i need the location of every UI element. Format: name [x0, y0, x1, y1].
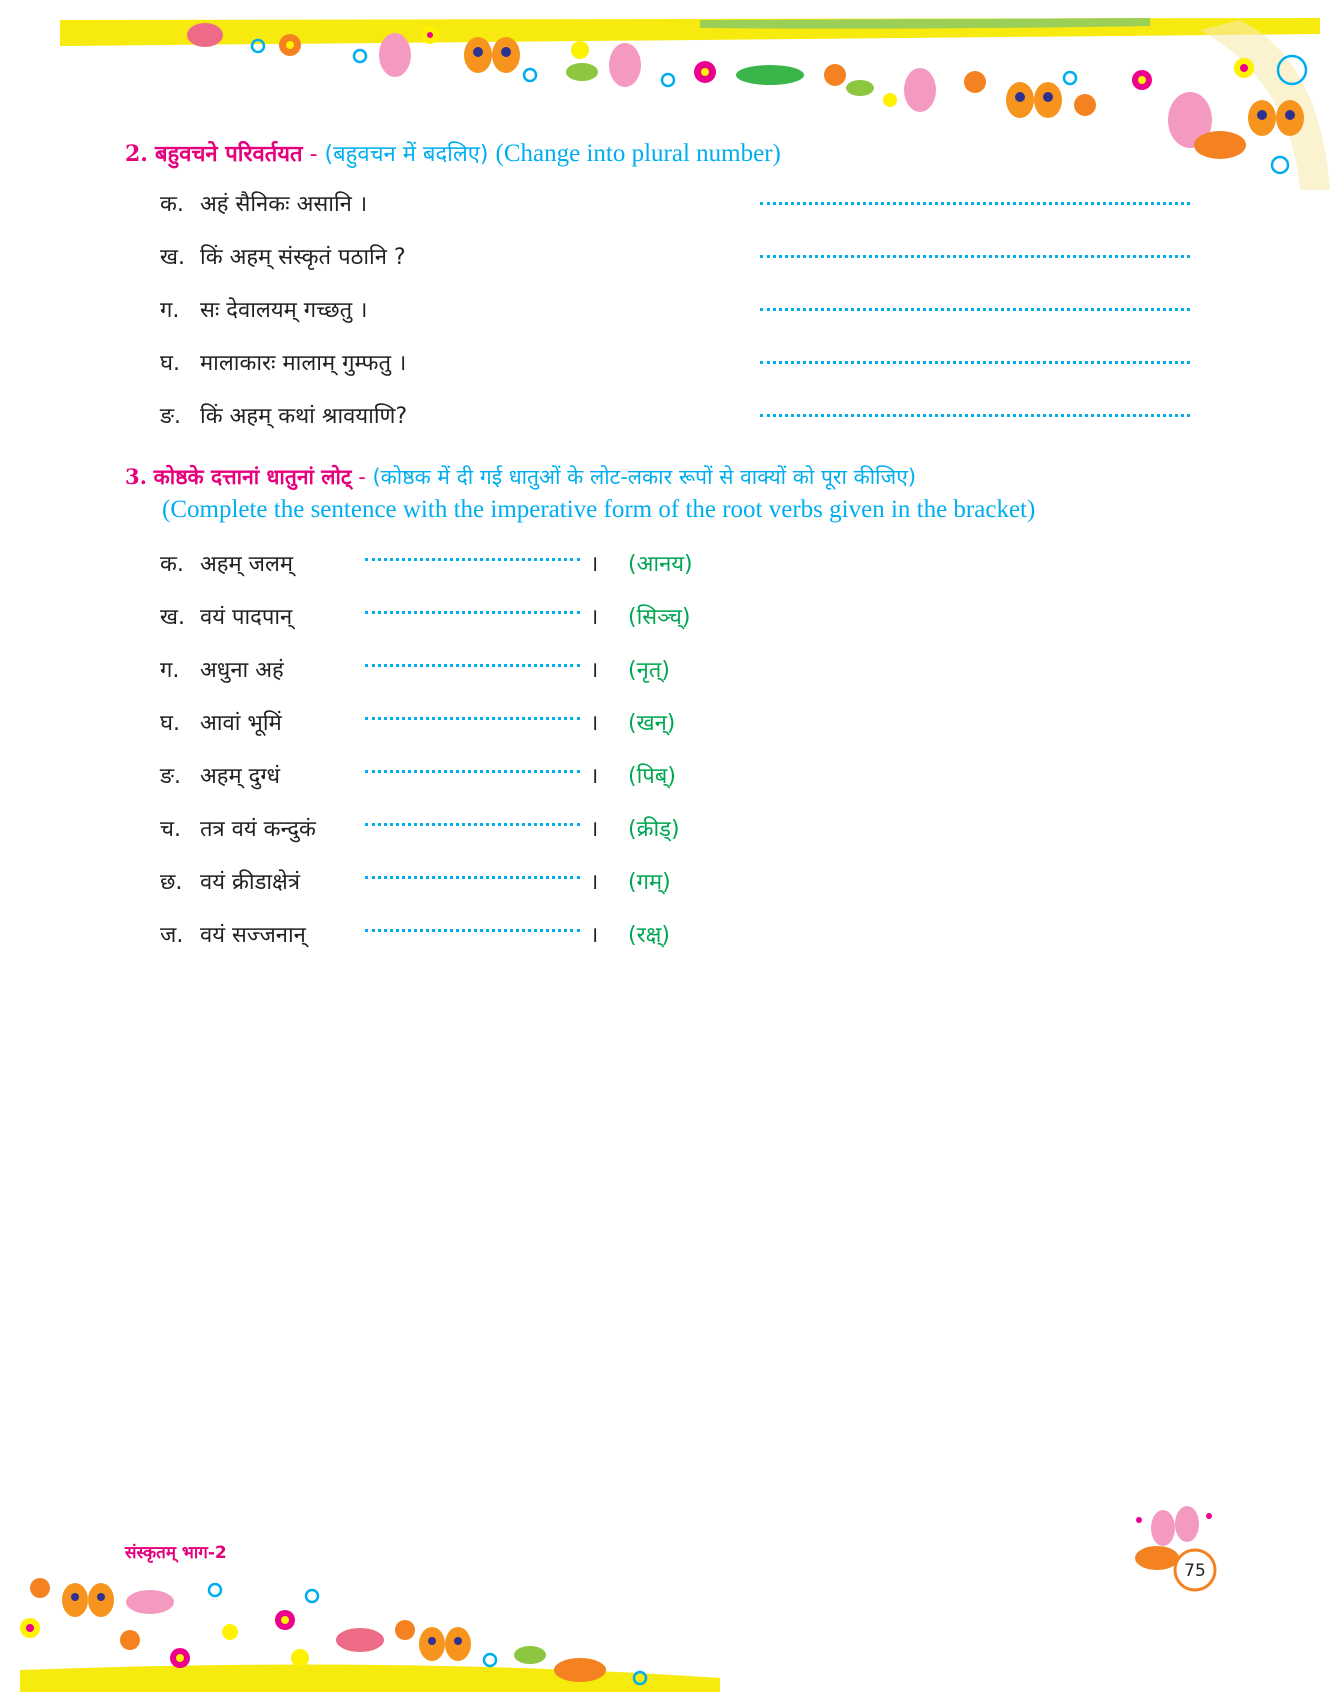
answer-blank[interactable] [365, 558, 580, 561]
item-label: छ. [160, 870, 183, 895]
item-label: घ. [160, 711, 180, 736]
danda: । [590, 711, 599, 736]
answer-blank[interactable] [365, 876, 580, 879]
item-label: ङ. [160, 404, 182, 429]
bottom-decorative-border [0, 1560, 1332, 1692]
q3-english-instruction: (Complete the sentence with the imperative form of the root verbs given in the bracket) [162, 496, 1036, 523]
item-label: घ. [160, 351, 180, 376]
danda: । [590, 923, 599, 948]
danda: । [590, 658, 599, 683]
item-sentence: वयं क्रीडाक्षेत्रं [200, 870, 300, 895]
item-label: ख. [160, 605, 185, 630]
butterfly-icon [464, 37, 520, 73]
answer-blank[interactable] [760, 255, 1190, 258]
danda: । [590, 552, 599, 577]
item-label: च. [160, 817, 181, 842]
item-sentence: सः देवालयम् गच्छतु । [200, 298, 368, 323]
q2-separator: - [309, 142, 318, 167]
butterfly-icon [1248, 100, 1304, 136]
q2-english-instruction: (Change into plural number) [495, 140, 781, 167]
danda: । [590, 870, 599, 895]
q2-title: बहुवचने परिवर्तयत [154, 142, 303, 167]
item-label: ख. [160, 245, 185, 270]
answer-blank[interactable] [760, 202, 1190, 205]
q2-hindi-instruction: (बहुवचन में बदलिए) [324, 142, 489, 167]
book-title: संस्कृतम् भाग-2 [125, 1543, 227, 1563]
item-label: क. [160, 552, 184, 577]
danda: । [590, 817, 599, 842]
butterfly-icon [419, 1627, 471, 1661]
top-decorative-border [0, 0, 1332, 200]
q3-number: 3. [125, 464, 147, 489]
item-sentence: वयं पादपान् [200, 605, 293, 630]
root-verb: (पिब्) [628, 764, 676, 789]
item-sentence: मालाकारः मालाम् गुम्फतु । [200, 351, 407, 376]
item-sentence: किं अहम् संस्कृतं पठानि ? [200, 245, 406, 270]
answer-blank[interactable] [760, 361, 1190, 364]
answer-blank[interactable] [365, 611, 580, 614]
answer-blank[interactable] [365, 717, 580, 720]
item-sentence: अहम् जलम् [200, 552, 294, 577]
q3-heading [125, 463, 916, 491]
item-sentence: वयं सज्जनान् [200, 923, 306, 948]
answer-blank[interactable] [365, 664, 580, 667]
leaf-icon [514, 1646, 546, 1664]
danda: । [590, 605, 599, 630]
item-label: ज. [160, 923, 184, 948]
item-label: ग. [160, 298, 180, 323]
danda: । [590, 764, 599, 789]
answer-blank[interactable] [365, 929, 580, 932]
root-verb: (क्रीड्) [628, 817, 680, 842]
q3-title: कोष्ठके दत्तानां धातुनां लोट् [153, 465, 352, 489]
item-label: ङ. [160, 764, 182, 789]
butterfly-icon [1006, 82, 1062, 118]
item-sentence: अधुना अहं [200, 658, 284, 683]
q2-heading [125, 138, 781, 168]
q3-hindi-instruction: (कोष्ठक में दी गई धातुओं के लोट-लकार रूपों से वाक्यों को पूरा कीजिए) [372, 465, 917, 489]
q2-number: 2. [125, 141, 148, 167]
item-sentence: अहं सैनिकः असानि । [200, 192, 368, 217]
page-number: 75 [1184, 1561, 1206, 1581]
butterfly-icon [62, 1583, 114, 1617]
item-sentence: आवां भूमिं [200, 711, 282, 736]
q3-separator: - [358, 465, 366, 489]
root-verb: (आनय) [628, 552, 693, 577]
answer-blank[interactable] [365, 770, 580, 773]
root-verb: (गम्) [628, 870, 671, 895]
item-sentence: अहम् दुग्धं [200, 764, 281, 789]
answer-blank[interactable] [760, 414, 1190, 417]
answer-blank[interactable] [760, 308, 1190, 311]
root-verb: (खन्) [628, 711, 676, 736]
root-verb: (नृत्) [628, 658, 670, 683]
item-sentence: तत्र वयं कन्दुकं [200, 817, 316, 842]
root-verb: (रक्ष्) [628, 923, 670, 948]
root-verb: (सिञ्च्) [628, 605, 691, 630]
item-sentence: किं अहम् कथां श्रावयाणि? [200, 404, 408, 429]
item-label: ग. [160, 658, 180, 683]
answer-blank[interactable] [365, 823, 580, 826]
item-label: क. [160, 192, 184, 217]
